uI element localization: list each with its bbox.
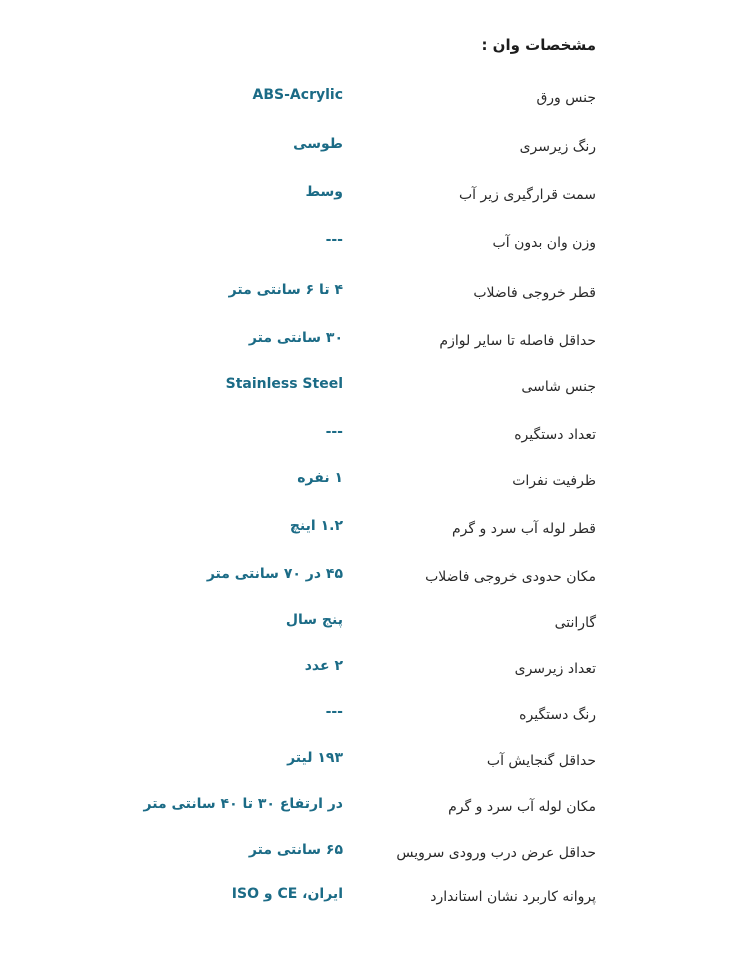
spec-label: ظرفیت نفرات	[512, 473, 596, 489]
spec-value: ۶۵ سانتی متر	[248, 842, 343, 858]
spec-row-min-distance	[0, 326, 750, 356]
spec-label: مکان حدودی خروجی فاضلاب	[425, 569, 596, 585]
spec-row-door-width	[0, 838, 750, 868]
spec-label: جنس شاسی	[521, 379, 596, 395]
spec-label: پروانه کاربرد نشان استاندارد	[430, 889, 596, 905]
spec-value: ۱ نفره	[297, 470, 343, 486]
spec-row-handle-color	[0, 700, 750, 730]
spec-value: پنج سال	[285, 612, 343, 628]
spec-label: تعداد دستگیره	[514, 427, 596, 443]
spec-row-weight	[0, 228, 750, 258]
spec-label: رنگ دستگیره	[519, 707, 596, 723]
spec-label: تعداد زیرسری	[514, 661, 596, 677]
spec-label: حداقل فاصله تا سایر لوازم	[439, 333, 596, 349]
spec-row-drain-diameter	[0, 278, 750, 308]
spec-value: ایران، CE و ISO	[231, 886, 343, 902]
spec-value: ABS-Acrylic	[252, 87, 343, 103]
spec-row-warranty	[0, 608, 750, 638]
spec-value: ۴ تا ۶ سانتی متر	[228, 282, 343, 298]
spec-row-headrest-color	[0, 132, 750, 162]
spec-row-drain-position	[0, 180, 750, 210]
spec-value: ۱۹۳ لیتر	[287, 750, 343, 766]
spec-value: Stainless Steel	[225, 376, 343, 392]
spec-row-headrest-count	[0, 654, 750, 684]
spec-label: مکان لوله آب سرد و گرم	[448, 799, 596, 815]
spec-row-capacity	[0, 466, 750, 496]
spec-row-pipe-diameter	[0, 514, 750, 544]
spec-row-handle-count	[0, 420, 750, 450]
spec-label: حداقل عرض درب ورودی سرویس	[396, 845, 596, 861]
spec-label: حداقل گنجایش آب	[486, 753, 596, 769]
spec-value: ۴۵ در ۷۰ سانتی متر	[206, 566, 343, 582]
spec-value: ---	[325, 424, 343, 440]
spec-row-chassis-material	[0, 372, 750, 402]
spec-label: گارانتی	[554, 615, 596, 631]
spec-label: رنگ زیرسری	[519, 139, 596, 155]
spec-value: ---	[325, 232, 343, 248]
spec-row-sheet-material	[0, 83, 750, 113]
spec-row-drain-location	[0, 562, 750, 592]
spec-row-standard-license	[0, 882, 750, 912]
spec-value: ۲ عدد	[304, 658, 343, 674]
spec-value: ۱.۲ اینچ	[289, 518, 343, 534]
spec-label: جنس ورق	[536, 90, 596, 106]
spec-value: در ارتفاع ۳۰ تا ۴۰ سانتی متر	[143, 796, 343, 812]
spec-row-pipe-location	[0, 792, 750, 822]
spec-value: ---	[325, 704, 343, 720]
spec-value: ۳۰ سانتی متر	[248, 330, 343, 346]
spec-value: وسط	[305, 184, 343, 200]
spec-label: سمت قرارگیری زیر آب	[458, 187, 596, 203]
spec-row-min-volume	[0, 746, 750, 776]
spec-label: قطر خروجی فاضلاب	[473, 285, 596, 301]
spec-value: طوسی	[293, 136, 343, 152]
spec-label: وزن وان بدون آب	[492, 235, 596, 251]
specs-title: مشخصات وان :	[481, 36, 596, 54]
spec-label: قطر لوله آب سرد و گرم	[452, 521, 596, 537]
